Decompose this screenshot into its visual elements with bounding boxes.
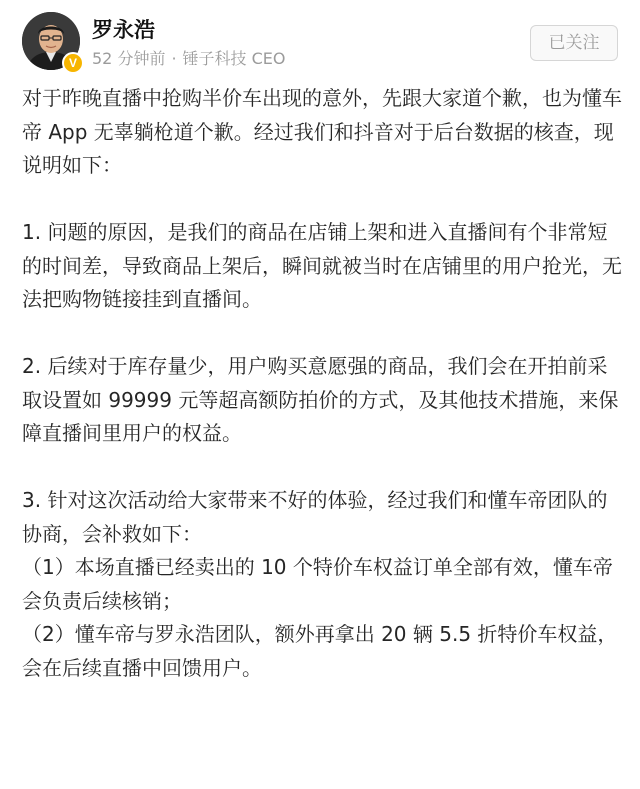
post-time: 52 分钟前 xyxy=(92,49,166,68)
author-title: 锤子科技 CEO xyxy=(182,49,286,68)
post-point-3-sub-2: （2）懂车帝与罗永浩团队，额外再拿出 20 辆 5.5 折特价车权益，会在后续直播中回馈用户。 xyxy=(22,622,618,680)
paragraph-gap xyxy=(22,317,622,351)
post-point-2: 2. 后续对于库存量少，用户购买意愿强的商品，我们会在开拍前采取设置如 99999 元等超高额防拍价的方式，及其他技术措施，来保障直播间里用户的权益。 xyxy=(22,354,619,445)
paragraph-gap xyxy=(22,451,622,485)
post-meta xyxy=(92,46,286,69)
post-point-3-sub-1: （1）本场直播已经卖出的 10 个特价车权益订单全部有效，懂车帝会负责后续核销； xyxy=(22,555,613,613)
post-header xyxy=(22,12,618,72)
verified-badge-icon: V xyxy=(62,52,84,74)
post-body xyxy=(22,82,622,685)
post-point-1: 1. 问题的原因，是我们的商品在店铺上架和进入直播间有个非常短的时间差，导致商品上架后，瞬间就被当时在店铺里的用户抢光，无法把购物链接挂到直播间。 xyxy=(22,220,622,311)
follow-button[interactable]: 已关注 xyxy=(530,25,618,61)
paragraph-gap xyxy=(22,183,622,217)
meta-separator: · xyxy=(171,49,177,68)
post-point-3: 3. 针对这次活动给大家带来不好的体验，经过我们和懂车帝团队的协商，会补救如下： xyxy=(22,488,608,546)
author-name[interactable]: 罗永浩 xyxy=(92,18,155,42)
post-intro: 对于昨晚直播中抢购半价车出现的意外，先跟大家道个歉，也为懂车帝 App 无辜躺枪道个歉。经过我们和抖音对于后台数据的核查，现说明如下： xyxy=(22,86,622,177)
